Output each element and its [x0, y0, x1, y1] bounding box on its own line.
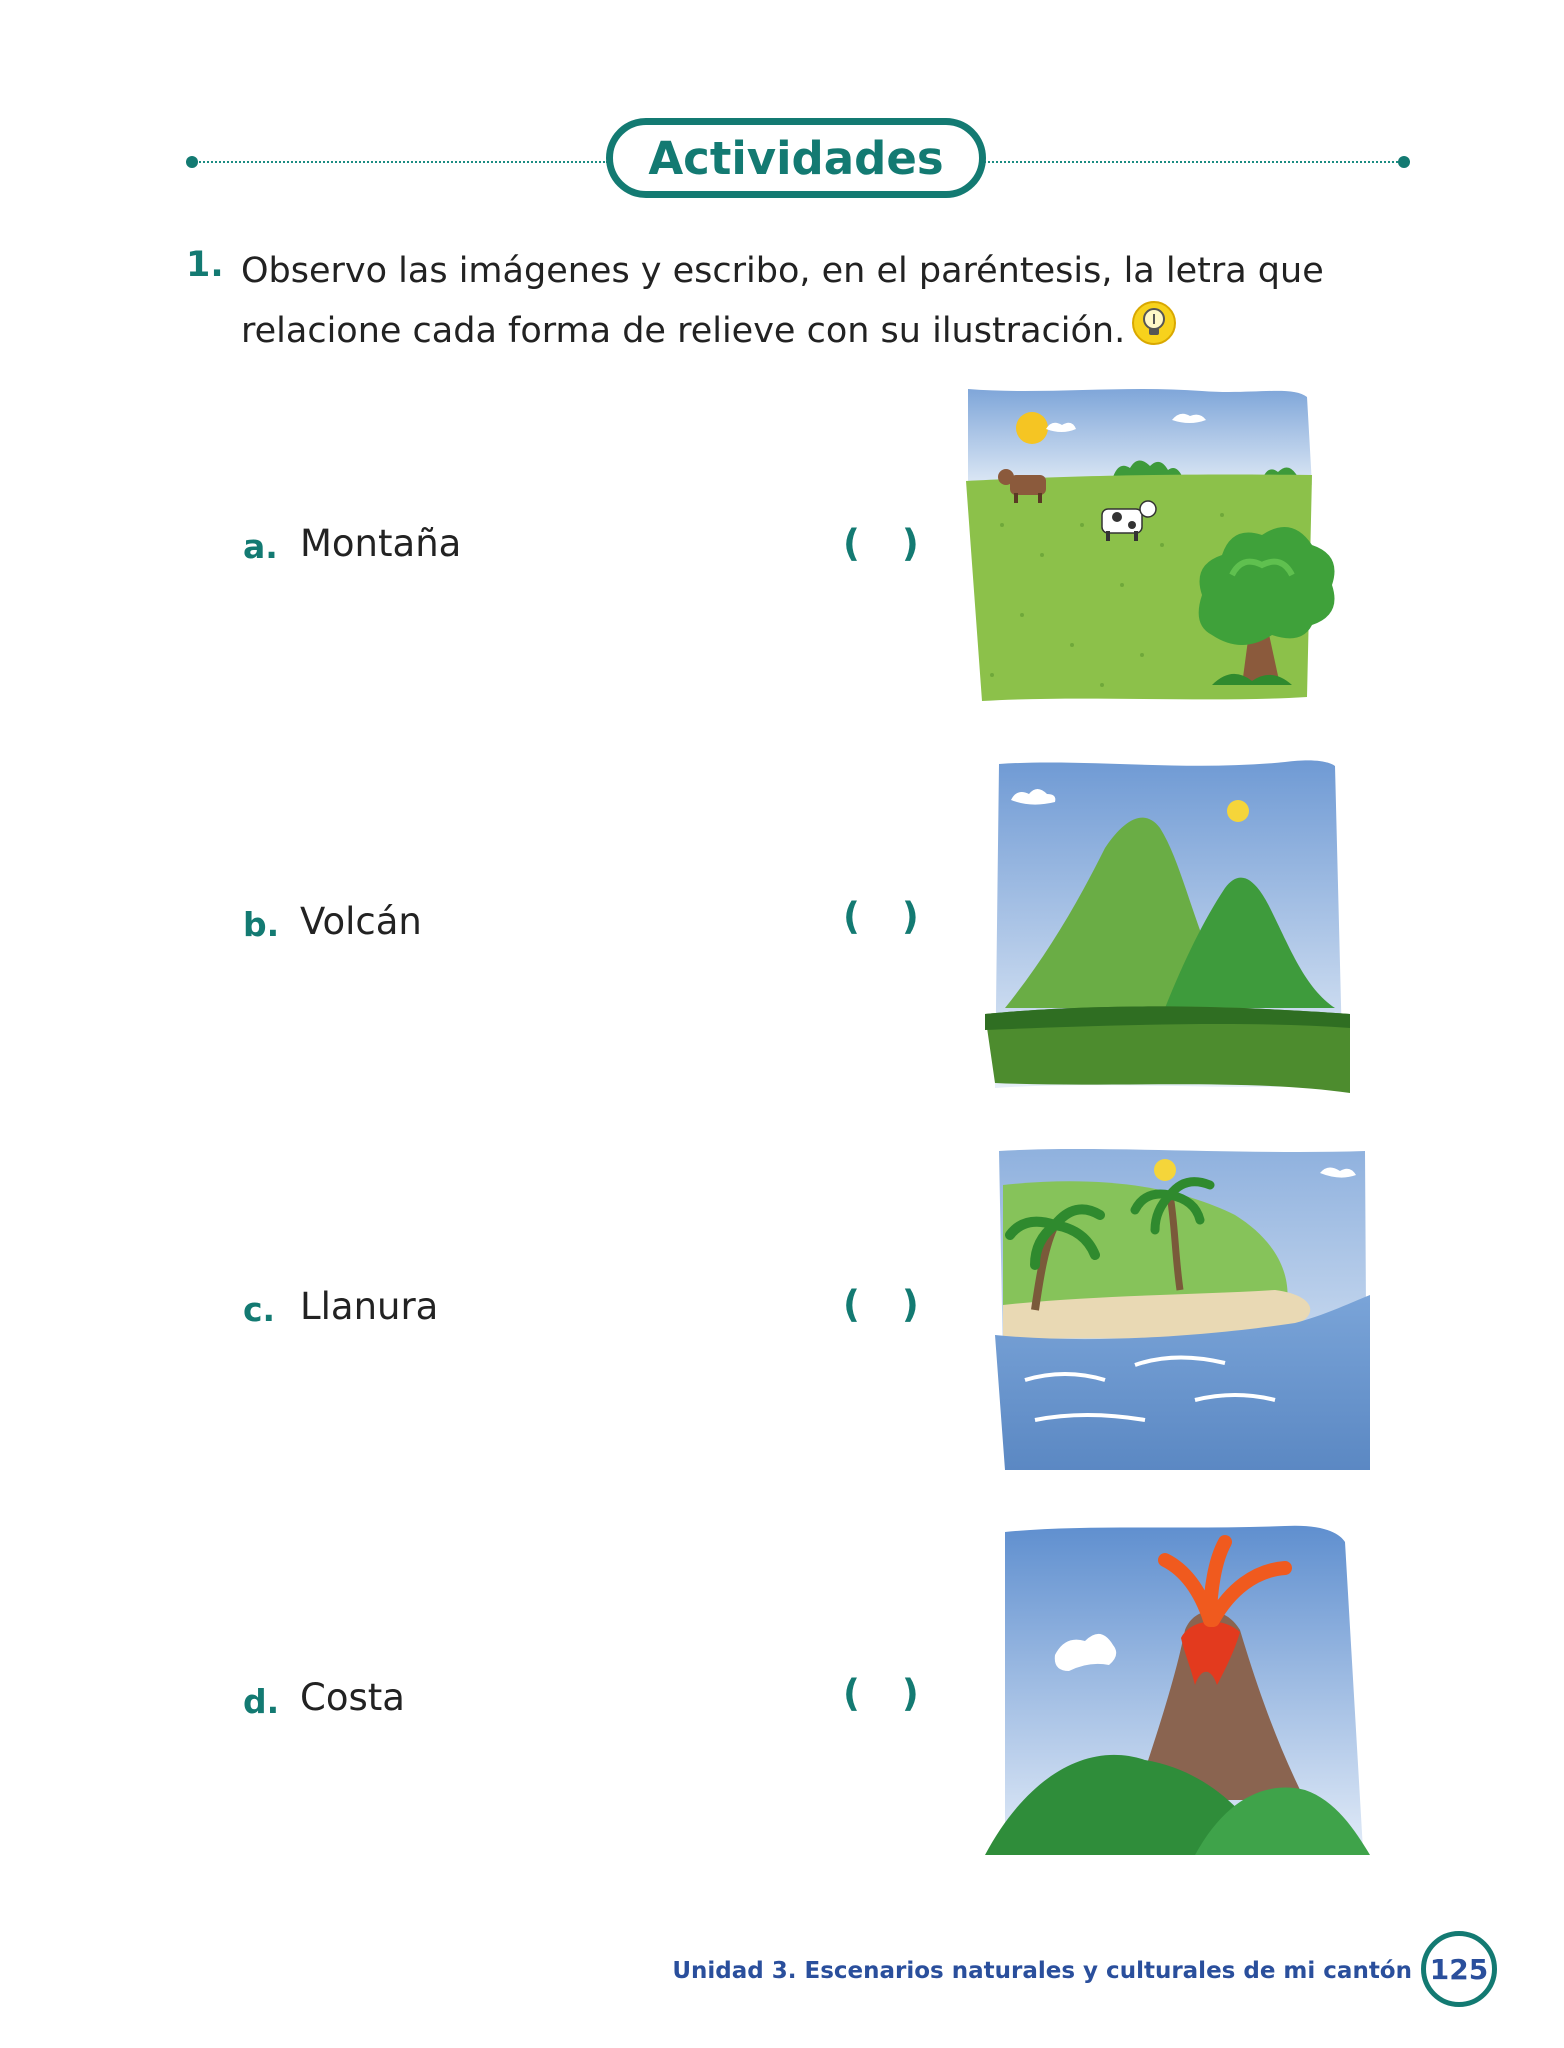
option-label-c: Llanura — [300, 1285, 439, 1328]
instruction-line-2: relacione cada forma de relieve con su ilustración. — [241, 300, 1371, 364]
answer-blank-b[interactable]: ( ) — [843, 895, 919, 938]
page-title: Actividades — [648, 131, 944, 185]
coast-illustration — [995, 1145, 1370, 1470]
divider-dot-left — [186, 156, 198, 168]
activities-title-badge — [606, 118, 986, 198]
answer-blank-d[interactable]: ( ) — [843, 1672, 919, 1715]
option-letter-c: c. — [243, 1290, 276, 1329]
option-letter-b: b. — [243, 905, 280, 944]
lightbulb-icon — [1131, 300, 1177, 364]
activity-instruction — [241, 242, 1371, 364]
option-label-a: Montaña — [300, 522, 462, 565]
mountains-illustration — [985, 758, 1350, 1093]
option-label-b: Volcán — [300, 900, 422, 943]
option-letter-a: a. — [243, 527, 278, 566]
answer-blank-a[interactable]: ( ) — [843, 522, 919, 565]
option-label-d: Costa — [300, 1676, 405, 1719]
activity-number: 1. — [186, 245, 224, 285]
volcano-illustration — [985, 1520, 1375, 1865]
answer-blank-c[interactable]: ( ) — [843, 1283, 919, 1326]
footer-unit-text: Unidad 3. Escenarios naturales y culturales de mi cantón — [672, 1958, 1412, 1984]
plain-illustration — [962, 385, 1347, 705]
header-divider-right — [984, 161, 1402, 163]
option-letter-d: d. — [243, 1682, 280, 1721]
page-number: 125 — [1421, 1931, 1497, 2007]
divider-dot-right — [1398, 156, 1410, 168]
instruction-line-1: Observo las imágenes y escribo, en el paréntesis, la letra que — [241, 251, 1324, 291]
header-divider-left — [192, 161, 608, 163]
